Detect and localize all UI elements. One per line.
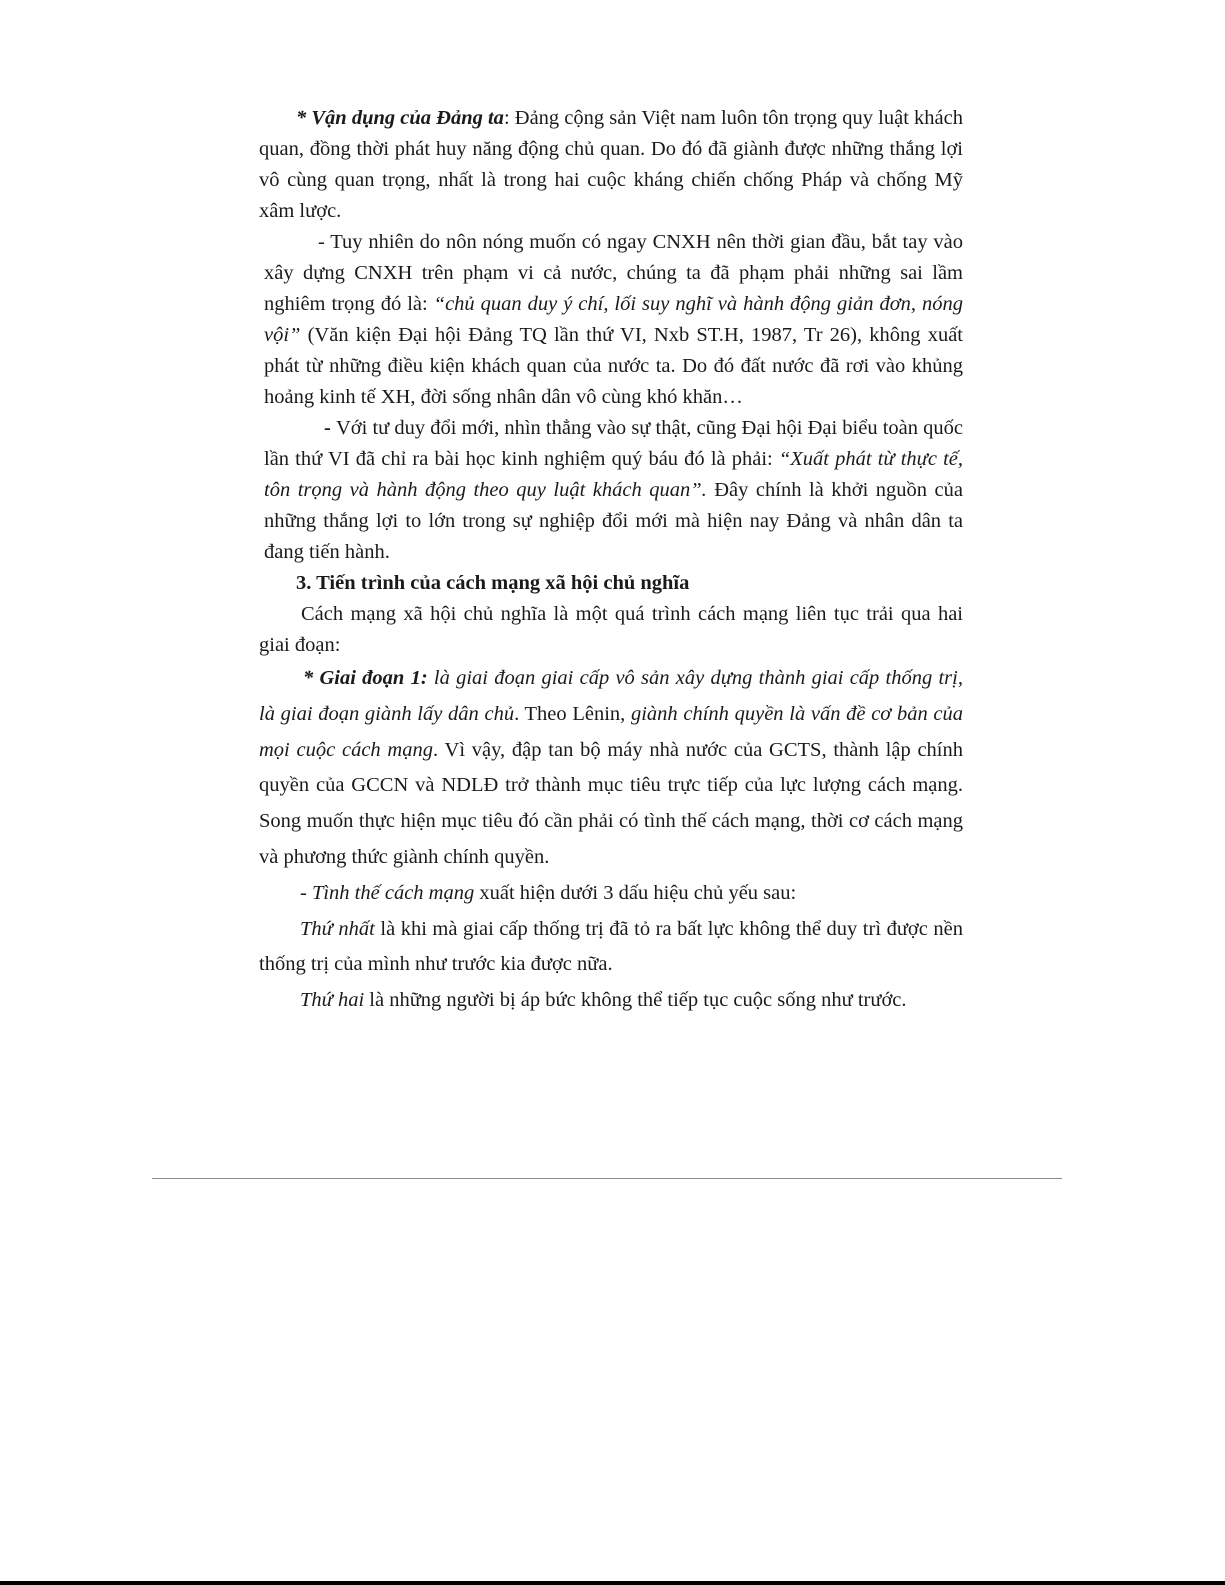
italic-text: Tình thế cách mạng	[311, 881, 475, 904]
paragraph-thu-hai	[259, 983, 963, 1019]
italic-text: Thứ nhất	[300, 917, 375, 940]
paragraph-text: xuất hiện dưới 3 dấu hiệu chủ yếu sau:	[474, 881, 797, 904]
italic-text: Thứ hai	[300, 989, 365, 1012]
quote-text: “Xuất phát từ thực tế, tôn trọng và hành động theo quy luật khách quan”.	[264, 448, 963, 501]
paragraph-intro: Cách mạng xã hội chủ nghĩa là một quá trình cách mạng liên tục trải qua hai giai đoạn:	[259, 603, 963, 656]
paragraph-giai-doan-1	[259, 661, 963, 876]
paragraph-text: (Văn kiện Đại hội Đảng TQ lần thứ VI, Nxb ST.H, 1987, Tr 26), không xuất phát từ những điều kiện khách quan của nước ta. Do đó đất nước đã rơi vào khủng hoảng kinh tế XH, đời sống nhân dân vô cùng khó khăn…	[264, 324, 963, 408]
paragraph-text: - Tuy nhiên do nôn nóng muốn có ngay CNXH nên thời gian đầu, bắt tay vào xây dựng CNXH trên phạm vi cả nước, chúng ta đã phạm phải những sai lầm nghiêm trọng đó là:	[264, 231, 963, 315]
paragraph-text: Đây chính là khởi nguồn của những thắng lợi to lớn trong sự nghiệp đổi mới mà hiện nay Đảng và nhân dân ta đang tiến hành.	[264, 479, 963, 563]
italic-text: là giai đoạn giai cấp vô sản xây dựng thành giai cấp thống trị, là giai đoạn giành lấy dân chủ	[259, 667, 963, 725]
paragraph-lead: * Vận dụng của Đảng ta	[296, 107, 504, 129]
dash-marker: -	[300, 881, 312, 904]
italic-text: giành chính quyền là vấn đề cơ bản của mọi cuộc cách mạng	[259, 702, 963, 761]
paragraph-thu-nhat	[259, 912, 963, 984]
page-divider	[152, 1178, 1062, 1179]
paragraph-text: : Đảng cộng sản Việt nam luôn tôn trọng quy luật khách quan, đồng thời phát huy năng động chủ quan. Do đó đã giành được những thắng lợi vô cùng quan trọng, nhất là trong hai cuộc kháng chiến chống Pháp và chống Mỹ xâm lược.	[259, 107, 963, 222]
paragraph-doi-moi	[259, 413, 963, 568]
document-body	[259, 103, 963, 1019]
paragraph-text: là những người bị áp bức không thể tiếp tục cuộc sống như trước.	[364, 989, 907, 1012]
paragraph-text: Với tư duy đổi mới, nhìn thẳng vào sự thật, cũng Đại hội Đại biểu toàn quốc lần thứ VI đã chỉ ra bài học kinh nghiệm quý báu đó là phải:	[264, 417, 964, 470]
paragraph-text: . Theo Lênin,	[514, 702, 631, 725]
section-heading: 3. Tiến trình của cách mạng xã hội chủ nghĩa	[296, 572, 690, 594]
paragraph-lead: * Giai đoạn 1:	[303, 667, 428, 689]
paragraph-sai-lam	[259, 227, 963, 413]
paragraph-text: là khi mà giai cấp thống trị đã tỏ ra bất lực không thể duy trì được nền thống trị của mình như trước kia được nữa.	[259, 917, 964, 976]
page-bottom-edge	[0, 1581, 1225, 1585]
paragraph-van-dung	[259, 103, 963, 227]
paragraph-tinh-the	[259, 876, 963, 912]
dash-marker: -	[324, 417, 336, 439]
quote-text: “chủ quan duy ý chí, lối suy nghĩ và hành động giản đơn, nóng vội”	[264, 293, 964, 346]
paragraph-text: . Vì vậy, đập tan bộ máy nhà nước của GCTS, thành lập chính quyền của GCCN và NDLĐ trở thành mục tiêu trực tiếp của lực lượng cách mạng. Song muốn thực hiện mục tiêu đó cần phải có tình thế cách mạng, thời cơ cách mạng và phương thức giành chính quyền.	[259, 738, 964, 868]
